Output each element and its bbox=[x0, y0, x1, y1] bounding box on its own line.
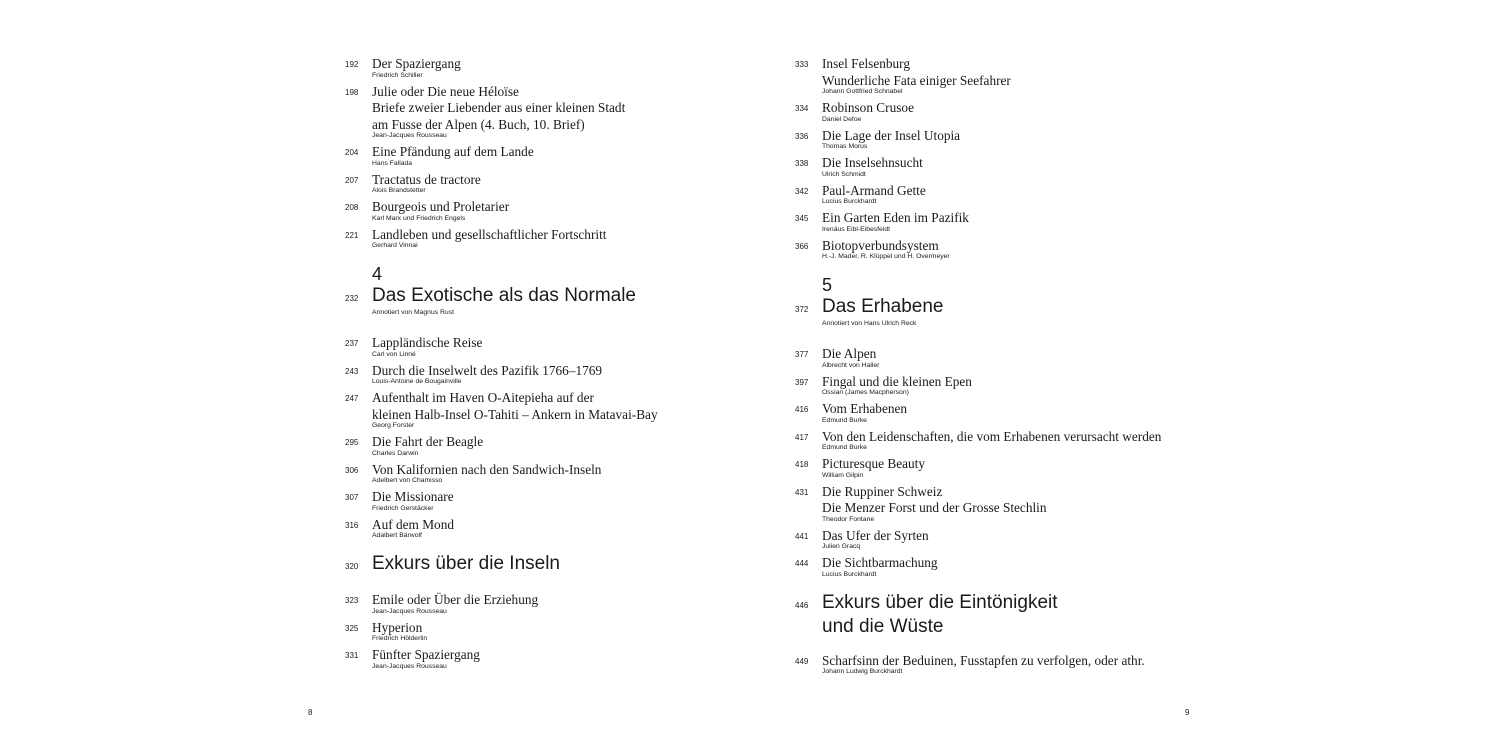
toc-entry bbox=[795, 155, 1215, 179]
toc-entry bbox=[345, 517, 745, 541]
entry-title: Emile oder Über die Erziehung bbox=[372, 592, 539, 607]
toc-entry bbox=[795, 128, 1215, 152]
page-number: 444 bbox=[795, 559, 809, 568]
entry-author: Adelbert von Chamisso bbox=[372, 477, 443, 484]
entry-author: Friedrich Gerstäcker bbox=[372, 504, 434, 512]
toc-entry bbox=[795, 100, 1215, 124]
entry-title: Die Ruppiner Schweiz bbox=[822, 483, 943, 499]
entry-author: Johann Gottfried Schnabel bbox=[822, 88, 903, 95]
page-number: 333 bbox=[795, 60, 809, 69]
entry-author: Edmund Burke bbox=[822, 416, 867, 424]
page-number: 377 bbox=[795, 350, 809, 359]
page-number: 316 bbox=[345, 520, 359, 530]
entry-title: Von den Leidenschaften, die vom Erhabenen verursacht werden bbox=[822, 428, 1162, 444]
page-number: 418 bbox=[795, 460, 809, 469]
page-number: 397 bbox=[795, 377, 809, 387]
toc-entry bbox=[345, 199, 745, 223]
toc-entry bbox=[795, 238, 1215, 262]
entry-title: Julie oder Die neue Héloïse bbox=[372, 83, 519, 99]
page-number: 366 bbox=[795, 241, 809, 251]
page-number: 295 bbox=[345, 438, 359, 447]
toc-entry bbox=[795, 210, 1215, 234]
page-number: 323 bbox=[345, 596, 359, 605]
chapter-number: 5 bbox=[822, 275, 833, 295]
toc-entry bbox=[345, 390, 745, 430]
entry-subtitle: Briefe zweier Liebender aus einer kleinen Stadt bbox=[372, 100, 626, 115]
entry-title: Landleben und gesellschaftlicher Fortschritt bbox=[372, 226, 607, 242]
toc-entry bbox=[345, 363, 745, 387]
entry-author: Adalbert Bärwolf bbox=[372, 532, 422, 539]
entry-author: Friedrich Schiller bbox=[372, 71, 423, 79]
entry-subtitle: Wunderliche Fata einiger Seefahrer bbox=[822, 72, 1011, 88]
entry-author: William Gilpin bbox=[822, 471, 864, 479]
entry-author: Albrecht von Haller bbox=[822, 361, 880, 369]
entry-title: Der Spaziergang bbox=[372, 56, 461, 71]
toc-entry bbox=[345, 434, 745, 458]
entry-title: Die Fahrt der Beagle bbox=[372, 434, 484, 449]
entry-title: Das Ufer der Syrten bbox=[822, 527, 929, 543]
page-number: 247 bbox=[345, 394, 359, 403]
page-number: 237 bbox=[345, 339, 359, 348]
entry-title: Hyperion bbox=[372, 619, 423, 635]
folio-left: 8 bbox=[308, 708, 313, 717]
entry-author: H.-J. Mader, R. Klüppel und H. Overmeyer bbox=[822, 253, 950, 260]
entry-title: Aufenthalt im Haven O-Aitepieha auf der bbox=[372, 390, 594, 405]
entry-title: Vom Erhabenen bbox=[822, 401, 908, 416]
page-number: 221 bbox=[345, 230, 359, 240]
entry-author: Carl von Linné bbox=[372, 350, 416, 358]
toc-entry bbox=[795, 401, 1215, 425]
page-number: 208 bbox=[345, 203, 359, 212]
page-number: 192 bbox=[345, 60, 359, 69]
chapter-annotation: Annotiert von Magnus Rust bbox=[372, 309, 454, 316]
page-number: 441 bbox=[795, 531, 809, 541]
toc-entry bbox=[345, 620, 745, 644]
chapter-heading bbox=[345, 264, 745, 317]
entry-author: Georg Forster bbox=[372, 422, 415, 429]
entry-author: Louis-Antoine de Bougainville bbox=[372, 378, 462, 385]
page-number: 342 bbox=[795, 186, 809, 196]
page-number: 336 bbox=[795, 131, 809, 141]
entry-author: Lucius Burckhardt bbox=[822, 570, 877, 578]
excursus-title-line2: und die Wüste bbox=[822, 615, 944, 637]
entry-author: Ossian (James Macpherson) bbox=[822, 389, 909, 396]
entry-author: Ulrich Schmidt bbox=[822, 170, 866, 178]
toc-entry bbox=[345, 489, 745, 513]
toc-entry bbox=[795, 429, 1215, 453]
page-number: 325 bbox=[345, 623, 359, 633]
toc-entry bbox=[795, 346, 1215, 370]
entry-author: Alois Brandstetter bbox=[372, 187, 426, 194]
toc-entry bbox=[795, 374, 1215, 398]
entry-title: Bourgeois und Proletarier bbox=[372, 199, 510, 214]
entry-author: Friedrich Hölderlin bbox=[372, 635, 428, 642]
page-number: 372 bbox=[795, 305, 809, 314]
entry-author: Edmund Burke bbox=[822, 444, 867, 451]
entry-title: Die Sichtbarmachung bbox=[822, 555, 938, 570]
toc-entry bbox=[795, 56, 1215, 96]
toc-group bbox=[795, 653, 1215, 677]
page-number: 345 bbox=[795, 214, 809, 223]
entry-author: Irenäus Eibl-Eibesfeldt bbox=[822, 225, 891, 233]
toc-entry bbox=[795, 653, 1215, 677]
entry-title: Biotopverbundsystem bbox=[822, 237, 939, 253]
page-number: 307 bbox=[345, 493, 359, 502]
entry-subtitle: kleinen Halb-Insel O-Tahiti – Ankern in Matavai-Bay bbox=[372, 406, 658, 422]
page-number: 449 bbox=[795, 656, 809, 666]
toc-entry bbox=[345, 462, 745, 486]
entry-title: Robinson Crusoe bbox=[822, 100, 914, 115]
chapter-title: Das Erhabene bbox=[822, 296, 944, 317]
chapter-number: 4 bbox=[372, 264, 383, 284]
toc-entry bbox=[345, 335, 745, 359]
page-number: 207 bbox=[345, 175, 359, 185]
page-number: 306 bbox=[345, 465, 359, 475]
chapter-title: Das Exotische als das Normale bbox=[372, 285, 636, 306]
entry-title: Eine Pfändung auf dem Lande bbox=[372, 144, 534, 159]
toc-entry bbox=[345, 144, 745, 168]
entry-title: Lappländische Reise bbox=[372, 335, 483, 350]
page-number: 243 bbox=[345, 366, 359, 376]
toc-entry bbox=[345, 592, 745, 616]
entry-title: Paul-Armand Gette bbox=[822, 182, 926, 198]
entry-author: Lucius Burckhardt bbox=[822, 198, 877, 205]
entry-title: Die Lage der Insel Utopia bbox=[822, 127, 961, 143]
entry-author: Daniel Defoe bbox=[822, 115, 862, 123]
entry-title: Picturesque Beauty bbox=[822, 456, 926, 471]
toc-group bbox=[345, 335, 745, 540]
page-number: 416 bbox=[795, 405, 809, 414]
excursus-heading bbox=[345, 552, 745, 578]
entry-subtitle: Die Menzer Forst und der Grosse Stechlin bbox=[822, 500, 1047, 515]
entry-author: Julien Gracq bbox=[822, 543, 861, 550]
toc-group bbox=[795, 346, 1215, 579]
page-number: 334 bbox=[795, 104, 809, 113]
toc-entry bbox=[345, 227, 745, 251]
entry-author: Thomas Morus bbox=[822, 143, 868, 150]
entry-author: Hans Fallada bbox=[372, 159, 413, 167]
entry-title: Fünfter Spaziergang bbox=[372, 647, 480, 662]
toc-entry bbox=[345, 647, 745, 671]
entry-title: Tractatus de tractore bbox=[372, 171, 481, 187]
entry-title: Die Inselsehnsucht bbox=[822, 155, 923, 170]
page-number: 198 bbox=[345, 87, 359, 97]
right-page-toc bbox=[795, 56, 1215, 680]
toc-group bbox=[795, 56, 1215, 261]
entry-author: Jean-Jacques Rousseau bbox=[372, 607, 447, 615]
excursus-title: Exkurs über die Inseln bbox=[372, 553, 560, 574]
entry-title: Insel Felsenburg bbox=[822, 56, 911, 71]
toc-entry bbox=[795, 484, 1215, 524]
toc-entry bbox=[345, 84, 745, 141]
entry-author: Gerhard Vinnai bbox=[372, 242, 418, 249]
page-number: 431 bbox=[795, 487, 809, 497]
entry-title: Von Kalifornien nach den Sandwich-Inseln bbox=[372, 461, 602, 477]
toc-group bbox=[345, 592, 745, 671]
entry-author: Jean-Jacques Rousseau bbox=[372, 132, 447, 139]
entry-author: Theodor Fontane bbox=[822, 515, 875, 523]
page-number: 417 bbox=[795, 432, 809, 442]
excursus-heading bbox=[795, 591, 1215, 639]
toc-entry bbox=[795, 528, 1215, 552]
toc-entry bbox=[345, 56, 745, 80]
entry-title: Die Missionare bbox=[372, 489, 454, 504]
toc-entry bbox=[795, 555, 1215, 579]
entry-title: Auf dem Mond bbox=[372, 516, 454, 532]
entry-title: Durch die Inselwelt des Pazifik 1766–1769 bbox=[372, 362, 603, 378]
folio-right: 9 bbox=[1185, 708, 1190, 717]
excursus-title: Exkurs über die Eintönigkeit bbox=[822, 591, 1058, 613]
entry-subtitle: am Fusse der Alpen (4. Buch, 10. Brief) bbox=[372, 116, 585, 132]
toc-entry bbox=[345, 172, 745, 196]
page-number: 331 bbox=[345, 651, 359, 660]
page-number: 320 bbox=[345, 562, 359, 571]
chapter-annotation: Annotiert von Hans Ulrich Reck bbox=[822, 320, 917, 327]
entry-author: Charles Darwin bbox=[372, 449, 419, 457]
chapter-heading bbox=[795, 275, 1215, 328]
page-number: 446 bbox=[795, 600, 809, 610]
entry-author: Karl Marx und Friedrich Engels bbox=[372, 214, 466, 222]
toc-entry bbox=[795, 456, 1215, 480]
entry-author: Jean-Jacques Rousseau bbox=[372, 662, 447, 670]
entry-title: Fingal und die kleinen Epen bbox=[822, 373, 972, 389]
entry-title: Die Alpen bbox=[822, 346, 877, 361]
page-number: 204 bbox=[345, 148, 359, 157]
entry-title: Ein Garten Eden im Pazifik bbox=[822, 210, 969, 225]
toc-entry bbox=[795, 183, 1215, 207]
toc-group bbox=[345, 56, 745, 250]
entry-author: Johann Ludwig Burckhardt bbox=[822, 668, 903, 675]
entry-title: Scharfsinn der Beduinen, Fusstapfen zu verfolgen, oder athr. bbox=[822, 652, 1145, 668]
page-number: 338 bbox=[795, 159, 809, 168]
page-number: 232 bbox=[345, 294, 359, 303]
left-page-toc bbox=[345, 56, 745, 675]
